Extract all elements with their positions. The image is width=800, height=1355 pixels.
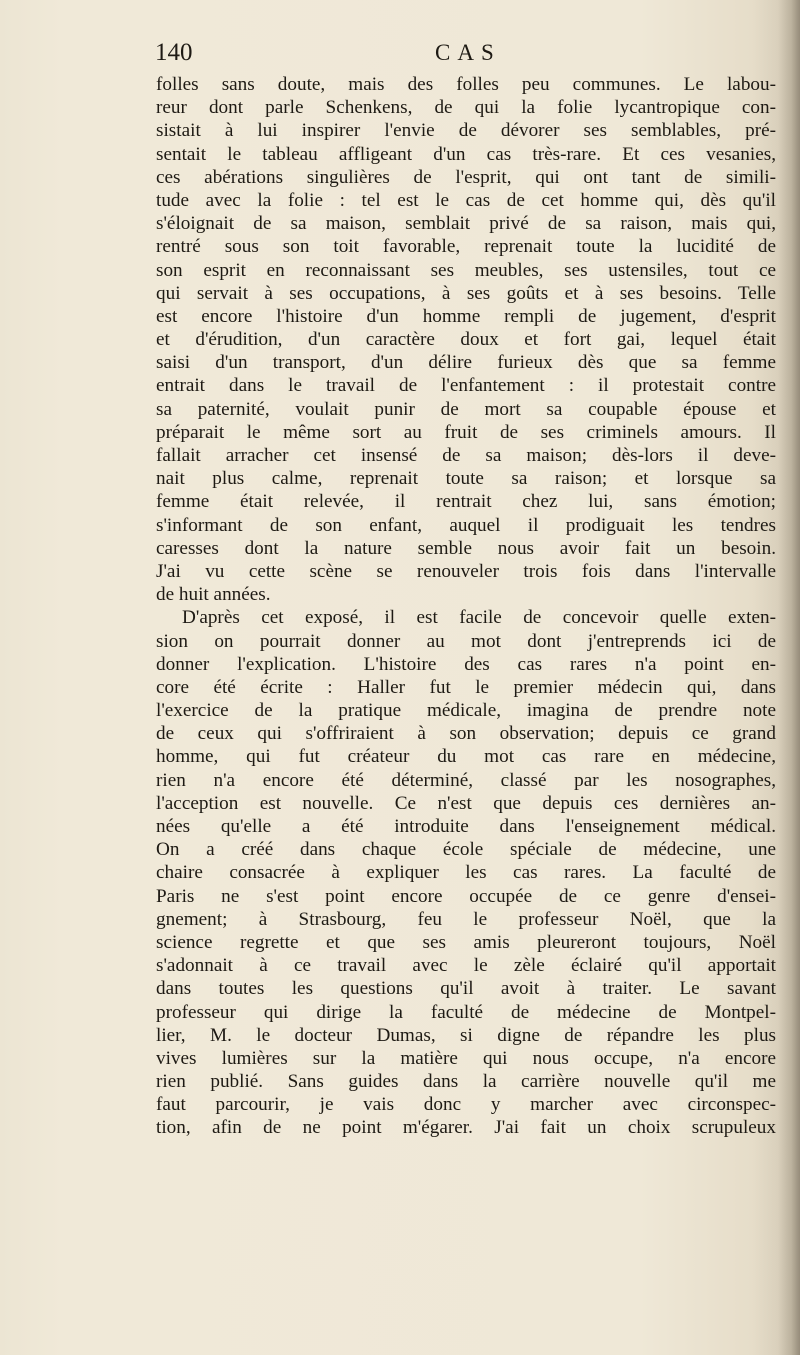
- text-line: tude avec la folie : tel est le cas de cet homme qui, dès qu'il: [156, 189, 776, 211]
- text-line: son esprit en reconnaissant ses meubles, ses ustensiles, tout ce: [156, 259, 776, 281]
- page-header: [155, 38, 775, 72]
- text-line: professeur qui dirige la faculté de médecine de Montpel-: [156, 1001, 776, 1023]
- text-line: femme était relevée, il rentrait chez lui, sans émotion;: [156, 491, 776, 513]
- text-line: donner l'explication. L'histoire des cas rares n'a point en-: [156, 653, 776, 675]
- text-line: sistait à lui inspirer l'envie de dévorer ses semblables, pré-: [156, 120, 776, 142]
- text-line: caresses dont la nature semble nous avoir fait un besoin.: [156, 537, 776, 559]
- page-edge-shadow: [778, 0, 800, 1355]
- text-line: préparait le même sort au fruit de ses criminels amours. Il: [156, 421, 776, 443]
- text-line: de huit années.: [156, 584, 271, 606]
- text-line: science regrette et que ses amis pleureront toujours, Noël: [156, 931, 776, 953]
- text-line: sion on pourrait donner au mot dont j'entreprends ici de: [156, 630, 776, 652]
- text-line: s'informant de son enfant, auquel il prodiguait les tendres: [156, 514, 776, 536]
- text-line: est encore l'histoire d'un homme rempli de jugement, d'esprit: [156, 305, 776, 327]
- text-line: J'ai vu cette scène se renouveler trois fois dans l'intervalle: [156, 560, 776, 582]
- text-line: reur dont parle Schenkens, de qui la folie lycantropique con-: [156, 97, 776, 119]
- text-line: On a créé dans chaque école spéciale de médecine, une: [156, 839, 776, 861]
- text-line: et d'érudition, d'un caractère doux et fort gai, lequel était: [156, 329, 776, 351]
- text-line: folles sans doute, mais des folles peu communes. Le labou-: [156, 74, 776, 95]
- text-line: gnement; à Strasbourg, feu le professeur Noël, que la: [156, 908, 776, 930]
- text-line: entrait dans le travail de l'enfantement : il protestait contre: [156, 375, 776, 397]
- text-line: l'exercice de la pratique médicale, imagina de prendre note: [156, 700, 776, 722]
- text-line: vives lumières sur la matière qui nous occupe, n'a encore: [156, 1047, 776, 1069]
- text-line: l'acception est nouvelle. Ce n'est que depuis ces dernières an-: [156, 792, 776, 814]
- text-line: D'après cet exposé, il est facile de concevoir quelle exten-: [182, 607, 776, 629]
- body-text: [156, 73, 776, 1140]
- text-line: lier, M. le docteur Dumas, si digne de répandre les plus: [156, 1024, 776, 1046]
- text-line: nées qu'elle a été introduite dans l'enseignement médical.: [156, 816, 776, 837]
- text-line: rien n'a encore été déterminé, classé par les nosographes,: [156, 769, 776, 791]
- text-line: rentré sous son toit favorable, reprenait toute la lucidité de: [156, 236, 776, 258]
- text-line: qui servait à ses occupations, à ses goûts et à ses besoins. Telle: [156, 282, 776, 304]
- text-line: s'éloignait de sa maison, semblait privé de sa raison, mais qui,: [156, 213, 776, 235]
- text-line: sa paternité, voulait punir de mort sa coupable épouse et: [156, 398, 776, 420]
- text-line: saisi d'un transport, d'un délire furieux dès que sa femme: [156, 352, 776, 374]
- text-line: de ceux qui s'offriraient à son observation; depuis ce grand: [156, 723, 776, 745]
- text-line: ces abérations singulières de l'esprit, qui ont tant de simili-: [156, 166, 776, 188]
- running-head: CAS: [435, 40, 501, 65]
- text-line: s'adonnait à ce travail avec le zèle éclairé qu'il apportait: [156, 955, 776, 977]
- text-line: faut parcourir, je vais donc y marcher avec circonspec-: [156, 1094, 776, 1116]
- text-line: dans toutes les questions qu'il avoit à traiter. Le savant: [156, 978, 776, 1000]
- text-line: rien publié. Sans guides dans la carrière nouvelle qu'il me: [156, 1071, 776, 1093]
- text-line: homme, qui fut créateur du mot cas rare en médecine,: [156, 746, 776, 768]
- text-line: tion, afin de ne point m'égarer. J'ai fait un choix scrupuleux: [156, 1117, 776, 1139]
- text-line: Paris ne s'est point encore occupée de ce genre d'ensei-: [156, 885, 776, 907]
- page-number: 140: [155, 39, 193, 66]
- text-line: nait plus calme, reprenait toute sa raison; et lorsque sa: [156, 468, 776, 490]
- text-line: fallait arracher cet insensé de sa maison; dès-lors il deve-: [156, 445, 776, 466]
- text-line: sentait le tableau affligeant d'un cas très-rare. Et ces vesanies,: [156, 143, 776, 165]
- text-line: core été écrite : Haller fut le premier médecin qui, dans: [156, 676, 776, 698]
- text-line: chaire consacrée à expliquer les cas rares. La faculté de: [156, 862, 776, 884]
